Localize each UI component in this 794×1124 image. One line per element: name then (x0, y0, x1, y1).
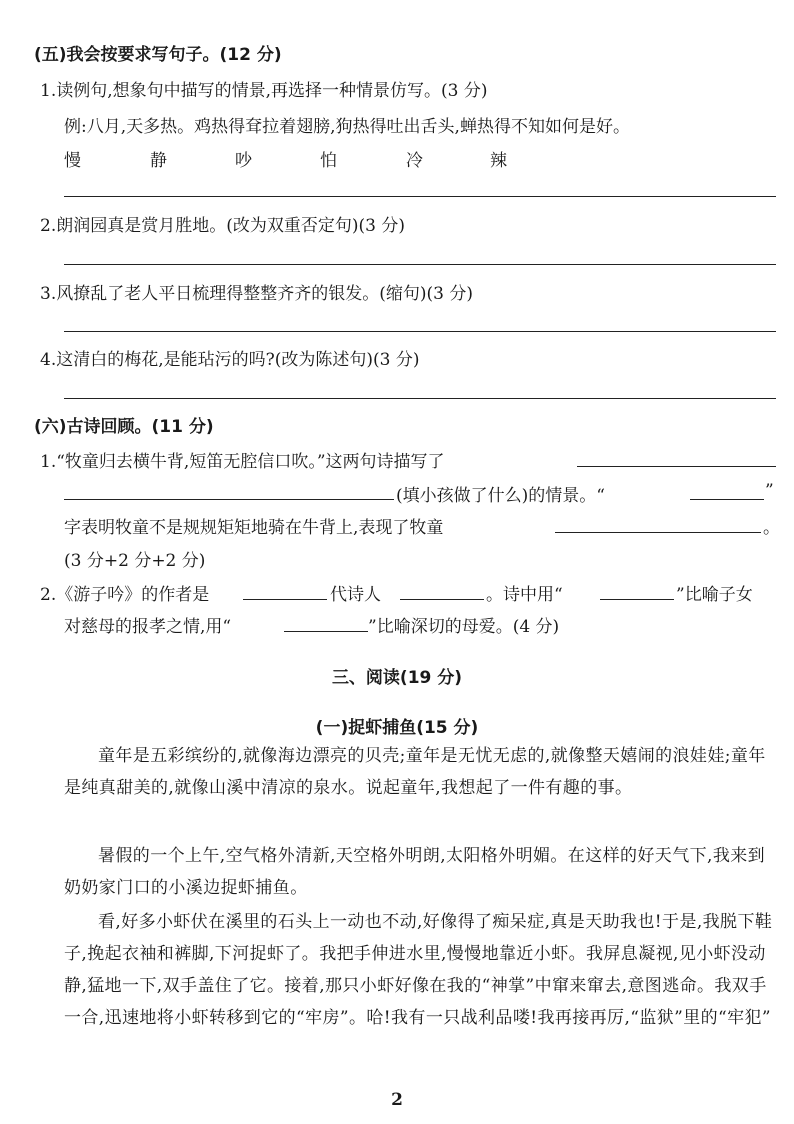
answer-line-q5-3[interactable] (64, 331, 776, 332)
blank-q6-2-a[interactable] (243, 599, 327, 600)
blank-q6-1-c[interactable] (690, 499, 764, 500)
q5-1-text: 1.读例句,想象句中描写的情景,再选择一种情景仿写。(3 分) (40, 81, 488, 101)
q5-4-text: 4.这清白的梅花,是能玷污的吗?(改为陈述句)(3 分) (40, 350, 420, 370)
passage-paragraph-3: 看,好多小虾伏在溪里的石头上一动也不动,好像得了痴呆症,真是天助我也!于是,我脱下鞋子,挽起衣袖和裤脚,下河捉虾了。我把手伸进水里,慢慢地靠近小虾。我屏息凝视,见小虾没动静,猛地一下,双手盖住了它。接着,那只小虾好像在我的“神掌”中窜来窜去,意图逃命。我双手一合,迅速地将小虾转移到它的“牢房”。哈!我有一只战利品喽!我再接再厉,“监狱”里的“牢犯” (64, 912, 773, 1028)
blank-q6-1-a[interactable] (577, 466, 776, 467)
choice-3: 吵 (235, 151, 252, 171)
q6-1-part1: 1.“牧童归去横牛背,短笛无腔信口吹。”这两句诗描写了 (40, 452, 445, 472)
reading-heading: 三、阅读(19 分) (331, 668, 463, 688)
q5-2-text: 2.朗润园真是赏月胜地。(改为双重否定句)(3 分) (40, 216, 405, 236)
choice-1: 慢 (64, 151, 81, 171)
page-number: 2 (391, 1090, 403, 1110)
section5-heading: (五)我会按要求写句子。(12 分) (34, 45, 282, 65)
choice-5: 冷 (406, 151, 423, 171)
q5-3-text: 3.风撩乱了老人平日梳理得整整齐齐的银发。(缩句)(3 分) (40, 284, 473, 304)
choice-4: 怕 (320, 151, 337, 171)
q6-2-part5: 对慈母的报孝之情,用“ (64, 617, 232, 637)
blank-q6-2-d[interactable] (284, 631, 368, 632)
q6-1-part2-end: ” (765, 481, 774, 501)
q6-2-part6: ”比喻深切的母爱。(4 分) (368, 617, 560, 637)
q6-1-part2: (填小孩做了什么)的情景。“ (396, 486, 605, 506)
blank-q6-1-d[interactable] (555, 532, 761, 533)
q6-2-part1: 2.《游子吟》的作者是 (40, 585, 210, 605)
q6-1-part3: 字表明牧童不是规规矩矩地骑在牛背上,表现了牧童 (64, 518, 444, 538)
passage-paragraph-2: 暑假的一个上午,空气格外清新,天空格外明朗,太阳格外明媚。在这样的好天气下,我来到奶奶家门口的小溪边捉虾捕鱼。 (64, 846, 766, 898)
blank-q6-1-b[interactable] (64, 499, 394, 500)
section6-heading: (六)古诗回顾。(11 分) (34, 417, 214, 437)
choice-2: 静 (150, 151, 167, 171)
q6-2-part4: ”比喻子女 (676, 585, 753, 605)
q5-1-example: 例:八月,天多热。鸡热得耷拉着翅膀,狗热得吐出舌头,蝉热得不知如何是好。 (64, 117, 630, 137)
passage-paragraph-1: 童年是五彩缤纷的,就像海边漂亮的贝壳;童年是无忧无虑的,就像整天嬉闹的浪娃娃;童年是纯真甜美的,就像山溪中清凉的泉水。说起童年,我想起了一件有趣的事。 (64, 746, 766, 798)
answer-line-q5-1[interactable] (64, 196, 776, 197)
choice-6: 辣 (490, 151, 507, 171)
answer-line-q5-2[interactable] (64, 264, 776, 265)
q6-1-score: (3 分+2 分+2 分) (64, 551, 206, 571)
q6-2-part2: 代诗人 (330, 585, 381, 605)
q6-2-part3: 。诗中用“ (486, 585, 563, 605)
q6-1-part3-end: 。 (763, 518, 780, 538)
blank-q6-2-c[interactable] (600, 599, 674, 600)
answer-line-q5-4[interactable] (64, 398, 776, 399)
reading-subheading: (一)捉虾捕鱼(15 分) (315, 718, 479, 738)
blank-q6-2-b[interactable] (400, 599, 484, 600)
